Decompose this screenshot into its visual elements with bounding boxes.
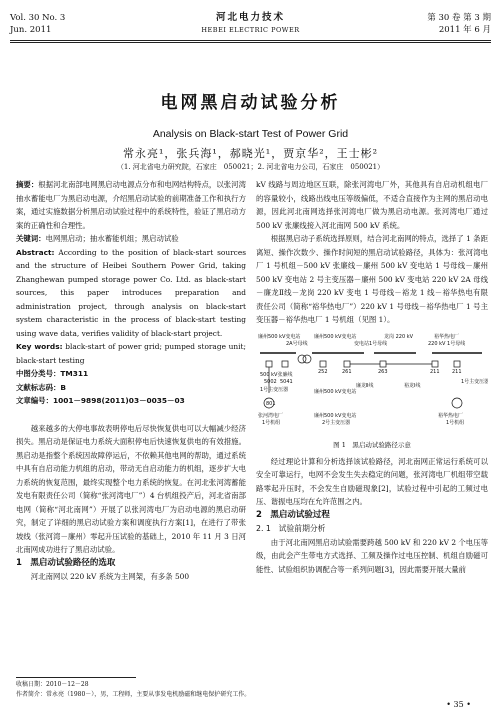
article-title-en: Analysis on Black-start Test of Power Grid xyxy=(152,128,349,140)
volume-number-cn: 第 30 卷 第 3 期 xyxy=(427,13,491,23)
path-diagram xyxy=(256,331,488,441)
breaker-261 xyxy=(344,361,350,367)
right-column xyxy=(256,178,488,576)
author-bio: 作者简介：常永亮（1980－），男，工程师，主要从事发电机励磁和继电保护研究工作。 xyxy=(16,691,251,698)
fig-label-xfmr-1: 1号主变压器 xyxy=(260,386,289,393)
generator-yuhua xyxy=(452,398,462,408)
fig-label-gen-right: 裕华热电厂 xyxy=(438,412,464,419)
figure-1-caption: 图 1 黑启动试验路径示意 xyxy=(333,441,411,449)
keywords-en-label: Key words: xyxy=(16,342,63,351)
fig-label-plant: 裕华热电厂 xyxy=(434,333,460,340)
journal-name-en: HEBEI ELECTRIC POWER xyxy=(201,26,300,34)
left-column xyxy=(16,178,246,584)
breaker-5002 xyxy=(266,361,272,367)
fig-label-breaker-5041: 5041 xyxy=(280,378,293,385)
abstract-en-label: Abstract: xyxy=(16,247,55,257)
fig-label-line-lianlong: 廉龙Ⅱ线 xyxy=(356,382,374,389)
left-body xyxy=(16,422,246,584)
header-center xyxy=(10,12,491,36)
transformer-2-coil-b xyxy=(303,355,311,363)
fig-label-gen-left-unit: 1号机组 xyxy=(262,419,281,426)
right-paragraph-2: 根据黑启动子系统选择原则，结合河北南网的特点，选择了 1 条距离短、操作次数少、操作时间短的黑启动试验路径，具体为：张河湾电厂 1 号机组－500 kV 张廉线－廉州 500 kV 变电站 1 号母线－廉州 500 kV 变电站 2 号主变压器－廉州 500 kV 变电站 220 kV 2A 母线－廉龙Ⅱ线－龙岗 220 kV 变电 1 号母线－裕龙 1 线－裕华热电有限责任公司（简称“裕华热电厂”）220 kV 1 号母线－裕华热电厂 1 号主变压器－裕华热电厂 1 号机组（见图 1）。 xyxy=(256,234,488,324)
footnote-rule xyxy=(16,677,136,678)
keywords-text: 电网黑启动；抽水蓄能机组；黑启动试验 xyxy=(45,234,179,243)
keywords-en-text: black-start of power grid; pumped storage unit; black-start testing xyxy=(16,342,246,365)
fig-label-bus-220: 220 kV 1号母线 xyxy=(428,340,466,347)
abstract-label: 摘要： xyxy=(16,180,39,189)
breaker-211-a xyxy=(432,361,438,367)
abstract-block xyxy=(16,178,246,408)
page-number: • 35 • xyxy=(446,700,471,709)
article-title: 电网黑启动试验分析 xyxy=(160,93,341,113)
figure-1 xyxy=(256,331,488,453)
journal-name: 河北电力技术 xyxy=(215,12,285,23)
fig-label-breaker-252: 252 xyxy=(318,368,328,375)
fig-label-gen-right-unit: 1号机组 xyxy=(446,419,465,426)
fig-label-station-b: 廉州500 kV变电站 xyxy=(314,333,357,340)
received-date: 收稿日期：2010－12－28 xyxy=(16,681,89,688)
issue-date-cn: 2011 年 6 月 xyxy=(438,25,491,35)
abstract-en-text: According to the position of black-start sources and the structure of Heibei Southern Power Grid, taking Zhanghewan pumped storage power Co. Ltd. as black-start sources, this paper introduces preparation and administration project, through analysis on black-start system characteristic in the process of black-start testing using wave data, verifies validity of black-start project. xyxy=(16,247,246,338)
breaker-5041 xyxy=(282,361,288,367)
fig-label-breaker-263: 263 xyxy=(378,368,388,375)
right-paragraph-4: 由于河北南网黑启动试验需要跨越 500 kV 和 220 kV 2 个电压等级，由此会产生带电方式选择、工频及操作过电压控制、机组自励磁可能性、试验组织协调配合等一系列问题[3]，因此需要开展大量前 xyxy=(256,537,488,574)
section-2-heading: 2 黑启动试验过程 xyxy=(256,509,330,520)
issue-date-en: Jun. 2011 xyxy=(10,25,52,35)
fig-label-line-zhanglian: 500 kV张廉线 xyxy=(260,371,293,378)
right-paragraph-1: kV 线路与周边地区互联，除张河湾电厂外，其他具有自启动机组电厂的容量较小，线路出线电压等级偏低，不适合直接作为主网的黑启动电源，因此河北南网选择张河湾电厂做为黑启动电源。张河湾电厂通过 500 kV 张廉线接入河北南网 500 kV 系统。 xyxy=(256,180,488,230)
author-list: 常永亮¹，张兵海¹，郝晓光¹，贾京华²，王士彬² xyxy=(122,147,379,160)
fig-label-station-mid: 廉州500 kV变电站 xyxy=(314,388,357,395)
subsection-2-1-heading: 2. 1 试验前期分析 xyxy=(256,524,326,533)
document-code: 文献标志码：B xyxy=(16,382,66,392)
section-1-heading: 1 黑启动试验路径的选取 xyxy=(16,557,116,568)
fig-label-line-yulong: 裕龙Ⅰ线 xyxy=(404,382,421,389)
fig-label-gen-left: 张河湾电厂 xyxy=(258,412,284,419)
fig-label-right-xfmr: 1号主变压器 xyxy=(461,378,488,385)
transformer-2-coil-a xyxy=(298,355,306,363)
fig-label-breaker-801: 801 xyxy=(266,400,276,407)
intro-paragraph: 越来越多的大停电事故表明停电后尽快恢复供电可以大幅减少经济损失。黑启动是保证电力系统大面积停电后快速恢复供电的有效措施。黑启动是指整个系统因故障停运后，不依赖其他电网的帮助，通过系统中具有自启动能力机组的启动，带动无自启动能力的机组，逐步扩大电力系统的恢复范围，最终实现整个电力系统的恢复。在河北张河湾蓄能发电有限责任公司（简称“张河湾电厂”）4 台机组投产后，河北省南部电网（简称“河北南网”）开展了以张河湾电厂为启动电源的黑启动研究，制定了详细的黑启动试验方案和调度执行方案[1]，在进行了带张坡线（张河湾－廉州）零起升压试验的基础上，2010 年 11 月 3 日河北南网成功进行了黑启动试验。 xyxy=(16,423,246,554)
fig-label-breaker-211-a: 211 xyxy=(430,368,440,375)
breaker-252 xyxy=(320,361,326,367)
header-rule xyxy=(10,40,491,43)
running-header xyxy=(10,12,491,40)
keywords-label: 关键词： xyxy=(16,234,46,243)
fig-label-bus-2a: 2A号母线 xyxy=(286,340,308,347)
breaker-211-b xyxy=(454,361,460,367)
breaker-263 xyxy=(380,361,386,367)
abstract-text: 根据河北南部电网黑启动电源点分布和电网结构特点，以张河湾抽水蓄能电厂为黑启动电源，介绍黑启动试验的前期准备工作和执行方案，通过实施数据分析黑启动试验过程中的系统特性，验证了黑启动方案的正确性和合理性。 xyxy=(16,180,246,230)
fig-label-breaker-261: 261 xyxy=(342,368,352,375)
volume-number: Vol. 30 No. 3 xyxy=(10,13,66,23)
fig-label-station-bottom: 廉州500 kV变电站 xyxy=(314,412,357,419)
fig-label-breaker-211-b: 211 xyxy=(452,368,462,375)
clc-number: 中图分类号：TM311 xyxy=(16,369,89,378)
footnotes xyxy=(16,680,250,700)
right-paragraph-3: 经过理论计算和分析选择该试验路径，河北南网正常运行系统可以安全可靠运行，电网不会发生失去稳定的问题，张河湾电厂机组带空载路零起升压时，不会发生自励磁现象[2]，试验过程中引起的工频过电压、谐振电压均在允许范围之内。 xyxy=(256,456,488,506)
header-right xyxy=(427,12,491,36)
article-number: 文章编号：1001－9898(2011)03－0035－03 xyxy=(16,396,185,405)
fig-label-station-a: 廉州500 kV变电站 xyxy=(258,333,301,340)
affiliation: （1. 河北省电力研究院，石家庄 050021；2. 河北省电力公司，石家庄 050021） xyxy=(116,163,385,171)
fig-label-bus-1: 变电站1号母线 xyxy=(354,340,388,347)
section-1-paragraph: 河北南网以 220 kV 系统为主网架，有多条 500 xyxy=(30,572,190,581)
fig-label-breaker-5002: 5002 xyxy=(264,378,277,385)
fig-label-station-c: 龙岗 220 kV xyxy=(384,333,414,340)
fig-label-station-bottom-xfmr: 2号主变压器 xyxy=(322,419,351,426)
